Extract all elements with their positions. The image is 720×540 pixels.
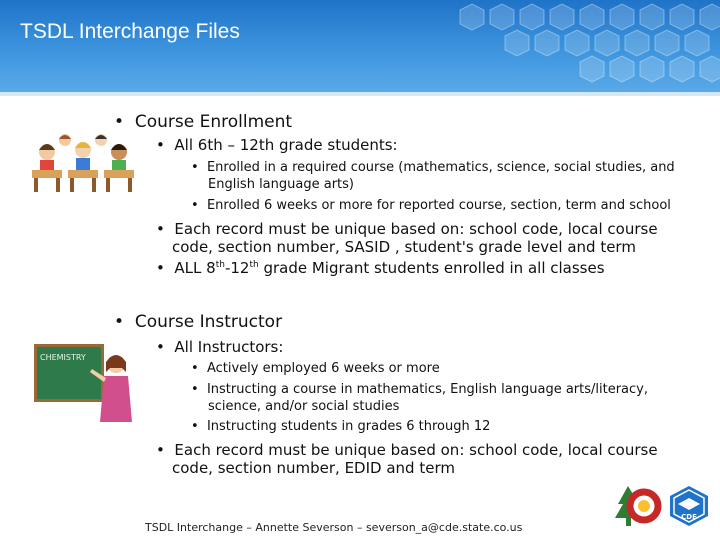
enrolled-weeks-label: Enrolled 6 weeks or more for reported course, section, term and school (206, 198, 671, 213)
unique-record-label-2: Each record must be unique based on: school code, local course (174, 441, 658, 459)
instructing-subjects-item (191, 382, 648, 397)
instructing-grades-item (191, 419, 490, 434)
migrant-prefix: ALL 8 (174, 259, 216, 277)
unique-record-item-1 (156, 220, 658, 238)
bullet: • (191, 382, 199, 397)
instructing-grades-label: Instructing students in grades 6 through 12 (206, 419, 491, 434)
migrant-students-item (156, 259, 605, 277)
enrolled-required-item (191, 160, 675, 175)
instructing-subjects-continuation: science, and/or social studies (208, 399, 400, 414)
unique-record-continuation-2: code, section number, EDID and term (172, 459, 455, 477)
unique-record-label-1: Each record must be unique based on: school code, local course (174, 220, 658, 238)
slide-header (0, 0, 720, 92)
unique-record-continuation-1: code, section number, SASID , student's grade level and term (172, 238, 636, 256)
bullet: • (114, 312, 125, 332)
enrolled-required-label: Enrolled in a required course (mathematics, science, social studies, and (206, 160, 675, 175)
bullet: • (191, 419, 199, 434)
bullet: • (156, 220, 165, 238)
cde-logo-icon (664, 484, 714, 528)
bullet: • (114, 112, 125, 132)
employed-weeks-item (191, 361, 440, 376)
all-instructors-subheading (156, 338, 283, 356)
bullet: • (191, 361, 199, 376)
migrant-sup-1: th (215, 260, 225, 270)
course-enrollment-label: Course Enrollment (134, 112, 293, 132)
bullet: • (156, 441, 165, 459)
enrolled-required-continuation: English language arts) (208, 177, 354, 192)
instructing-subjects-label: Instructing a course in mathematics, English language arts/literacy, (206, 382, 648, 397)
migrant-mid: -12 (224, 259, 250, 277)
unique-record-item-2 (156, 441, 658, 459)
hexagon-pattern-icon (420, 0, 720, 92)
slide-title: TSDL Interchange Files (20, 20, 240, 43)
course-enrollment-heading (114, 112, 292, 132)
bullet: • (156, 338, 165, 356)
course-instructor-label: Course Instructor (134, 312, 283, 332)
slide-footer: TSDL Interchange – Annette Severson – severson_a@cde.state.co.us (145, 521, 523, 534)
all-students-label: All 6th – 12th grade students: (174, 136, 398, 154)
chalkboard-text: CHEMISTRY (40, 353, 86, 362)
colorado-logo-icon (614, 484, 662, 528)
bullet: • (191, 160, 199, 175)
bullet: • (156, 136, 165, 154)
bullet: • (156, 259, 165, 277)
all-students-subheading (156, 136, 398, 154)
migrant-suffix: grade Migrant students enrolled in all classes (258, 259, 605, 277)
bullet: • (191, 198, 199, 213)
employed-weeks-label: Actively employed 6 weeks or more (206, 361, 440, 376)
slide-content (0, 96, 720, 540)
cde-logo-text: CDE (681, 513, 697, 521)
all-instructors-label: All Instructors: (174, 338, 284, 356)
course-instructor-heading (114, 312, 282, 332)
migrant-sup-2: th (249, 260, 259, 270)
enrolled-weeks-item (191, 198, 671, 213)
